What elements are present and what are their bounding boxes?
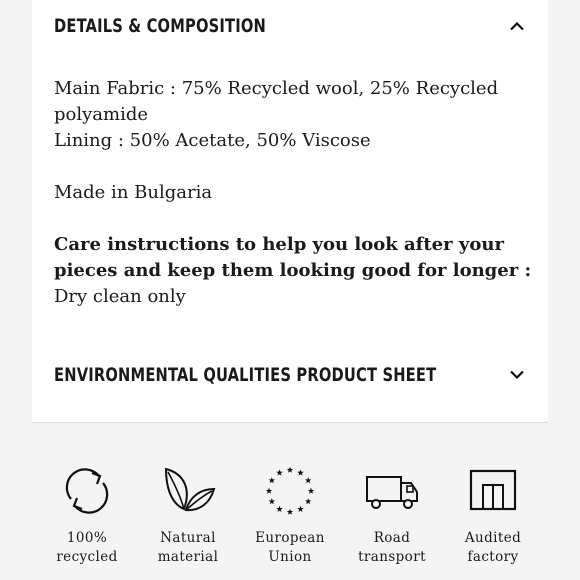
badge-label: 100% recycled — [56, 530, 118, 565]
badge-natural-material — [138, 463, 238, 567]
factory-icon — [443, 463, 543, 519]
eu-star — [305, 498, 311, 504]
eu-star — [276, 469, 282, 475]
details-accordion-content — [54, 76, 534, 310]
eu-star — [276, 506, 282, 512]
details-accordion-header[interactable] — [54, 6, 526, 46]
origin-text: Made in Bulgaria — [54, 182, 213, 203]
eu-star — [305, 477, 311, 483]
badge-label: Natural material — [157, 530, 219, 565]
eu-star — [297, 506, 303, 512]
eu-star — [269, 477, 275, 483]
eu-star — [297, 469, 303, 475]
care-instructions-heading: Care instructions to help you look after your pieces and keep them looking good for longer : — [54, 234, 532, 281]
chevron-down-icon[interactable] — [508, 366, 526, 384]
leaf-icon — [138, 463, 238, 519]
eu-star — [308, 488, 314, 494]
eu-star — [269, 498, 275, 504]
details-accordion-title: DETAILS & COMPOSITION — [54, 15, 267, 37]
eu-star — [266, 488, 272, 494]
badge-label: Road transport — [358, 530, 426, 565]
recycle-icon — [37, 463, 137, 519]
environmental-badges — [32, 423, 548, 580]
eu-stars-icon — [240, 463, 340, 519]
badge-label: European Union — [255, 530, 325, 565]
badge-recycled — [37, 463, 137, 567]
chevron-up-icon[interactable] — [508, 17, 526, 35]
badge-audited-factory — [443, 463, 543, 567]
badge-european-union — [240, 463, 340, 567]
eu-star — [287, 509, 293, 515]
lining-text: Lining : 50% Acetate, 50% Viscose — [54, 130, 371, 151]
truck-icon — [342, 463, 442, 519]
environmental-accordion-header[interactable] — [54, 355, 526, 395]
environmental-accordion-title: ENVIRONMENTAL QUALITIES PRODUCT SHEET — [54, 364, 437, 386]
eu-star — [287, 467, 293, 473]
badge-label: Audited factory — [464, 530, 522, 565]
badge-road-transport — [342, 463, 442, 567]
care-instructions-value: Dry clean only — [54, 286, 186, 307]
main-fabric-text: Main Fabric : 75% Recycled wool, 25% Recycled polyamide — [54, 78, 499, 125]
